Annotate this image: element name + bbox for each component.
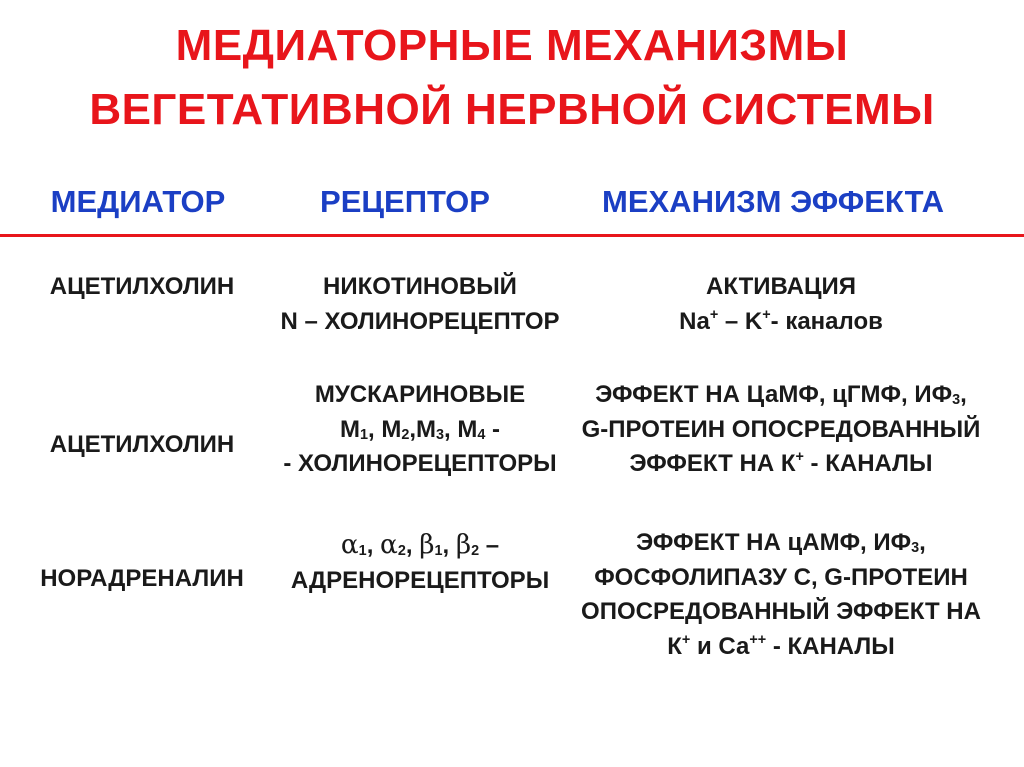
row-3-mechanism-line-4: К+ и Са++ - КАНАЛЫ [667, 631, 895, 660]
row-2-mechanism-line-2: G-ПРОТЕИН ОПОСРЕДОВАННЫЙ [581, 415, 981, 443]
row-3-mechanism-line-1: ЭФФЕКТ НА цАМФ, $ИФ_3$, [636, 529, 926, 557]
row-2-receptor-line-2: $M_1$, $M_2,M_3$, $M_4$ - [339, 415, 501, 443]
row-3-receptor-line-1: $\alpha_1$, $\alpha_2$, $\beta_1$, $\beta_2$ – [340, 529, 500, 560]
row-2-receptor-line-1: МУСКАРИНОВЫЕ [314, 381, 526, 408]
row-1-receptor-line-1: НИКОТИНОВЫЙ [323, 273, 517, 300]
column-header-mediator: МЕДИАТОР [50, 184, 226, 219]
row-3-mechanism [540, 526, 1022, 664]
row-2-mechanism-line-3: ЭФФЕКТ НА К+ - КАНАЛЫ [629, 449, 933, 478]
row-1-mechanism-line-2: Na+ – K+- каналов [679, 306, 883, 335]
row-3-receptor-line-2: АДРЕНОРЕЦЕПТОРЫ [290, 567, 550, 595]
row-2-mechanism-line-1: ЭФФЕКТ НА ЦаМФ, цГМФ, $ИФ_3$, [595, 381, 967, 409]
header-divider [0, 234, 1024, 237]
row-3-mediator: НОРАДРЕНАЛИН [40, 565, 244, 592]
row-1-mediator: АЦЕТИЛХОЛИН [49, 273, 235, 300]
row-3-receptor [255, 526, 585, 599]
slide-title-line-1: МЕДИАТОРНЫЕ МЕХАНИЗМЫ [175, 21, 849, 70]
row-3-mechanism-line-3: ОПОСРЕДОВАННЫЙ ЭФФЕКТ НА [581, 598, 981, 626]
row-1-mechanism-line-1: АКТИВАЦИЯ [706, 273, 856, 300]
row-1-mechanism [540, 270, 1022, 339]
column-header-mechanism: МЕХАНИЗМ ЭФФЕКТА [602, 184, 944, 219]
row-1-receptor-line-2: N – ХОЛИНОРЕЦЕПТОР [280, 307, 560, 335]
column-header-receptor: РЕЦЕПТОР [320, 184, 490, 219]
row-2-mediator: АЦЕТИЛХОЛИН [49, 431, 235, 458]
row-2-receptor-line-3: - ХОЛИНОРЕЦЕПТОРЫ [283, 450, 557, 478]
row-2-mechanism [540, 378, 1022, 482]
row-2-receptor [255, 378, 585, 482]
row-1-receptor [255, 270, 585, 339]
row-3-mechanism-line-2: ФОСФОЛИПАЗУ С, G-ПРОТЕИН [594, 563, 968, 591]
slide-title-line-2: ВЕГЕТАТИВНОЙ НЕРВНОЙ СИСТЕМЫ [89, 85, 935, 134]
